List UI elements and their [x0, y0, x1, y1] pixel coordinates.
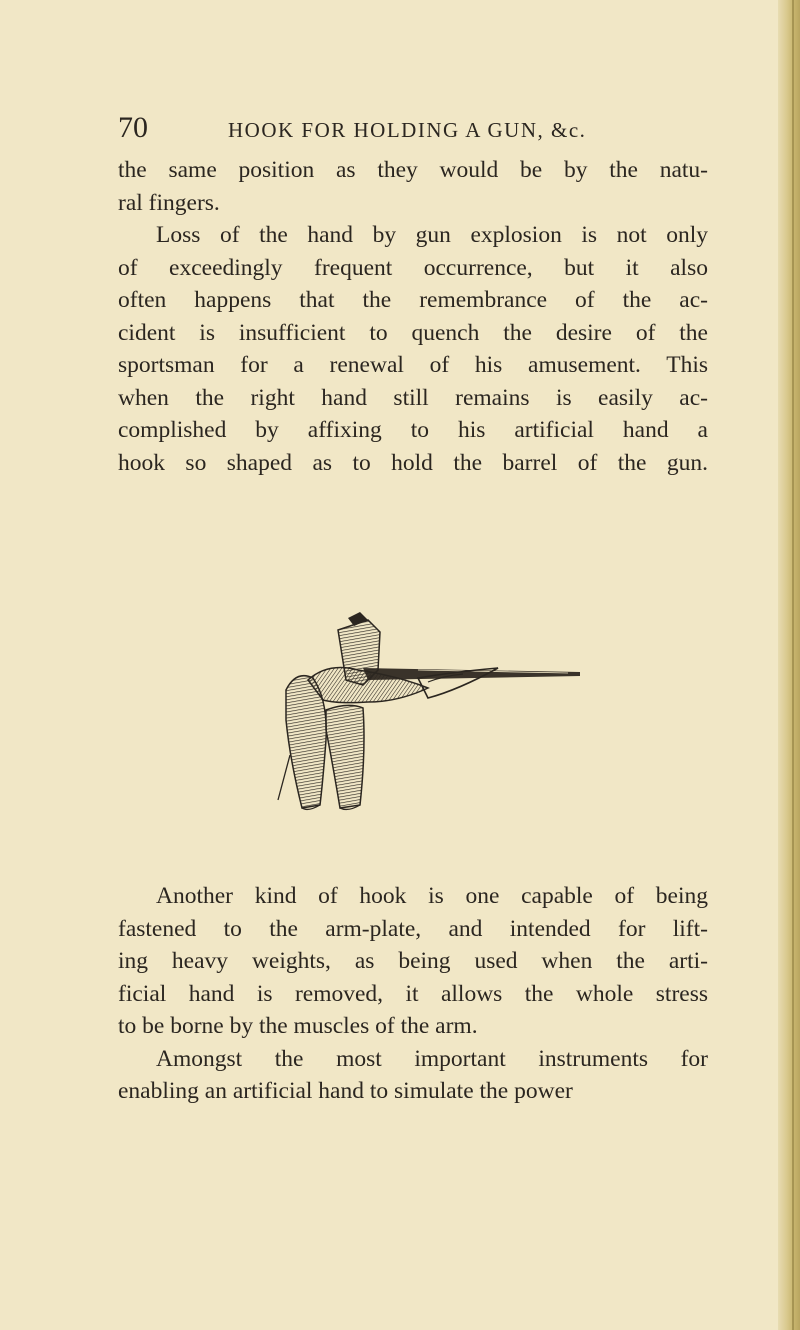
- text-line: sportsman for a renewal of his amusement. This: [118, 352, 708, 378]
- text-line: ing heavy weights, as being used when the arti-: [118, 948, 708, 974]
- page-header: [118, 110, 698, 150]
- text-line: Another kind of hook is one capable of being: [156, 883, 708, 909]
- page-edge: [778, 0, 800, 1330]
- text-line: enabling an artificial hand to simulate the power: [118, 1078, 573, 1104]
- text-line: cident is insufficient to quench the desire of the: [118, 319, 708, 346]
- text-line: Loss of the hand by gun explosion is not only: [156, 222, 708, 248]
- text-line: the same position as they would be by the natu-: [118, 157, 708, 183]
- running-title: HOOK FOR HOLDING A GUN, &c.: [228, 118, 587, 142]
- paragraph: [118, 880, 708, 1043]
- arm-with-gun-hook-engraving-icon: [268, 590, 588, 830]
- text-line: Amongst the most important instruments for: [156, 1045, 708, 1072]
- text-line: to be borne by the muscles of the arm.: [118, 1013, 478, 1039]
- text-line: of exceedingly frequent occurrence, but it also: [118, 254, 708, 281]
- text-block-bottom: [118, 880, 708, 1108]
- text-line: ficial hand is removed, it allows the whole stress: [118, 980, 708, 1007]
- text-line: often happens that the remembrance of the ac-: [118, 287, 708, 313]
- paragraph: [118, 219, 708, 479]
- text-line: fastened to the arm-plate, and intended for lift-: [118, 915, 708, 942]
- paragraph: [118, 154, 708, 219]
- text-line: ral fingers.: [118, 189, 220, 216]
- text-line: complished by affixing to his artificial hand a: [118, 417, 708, 443]
- text-block-top: [118, 154, 708, 479]
- text-line: hook so shaped as to hold the barrel of the gun.: [118, 449, 708, 476]
- paragraph: [118, 1043, 708, 1108]
- text-line: when the right hand still remains is easily ac-: [118, 384, 708, 411]
- hook-gun-illustration: [268, 590, 588, 830]
- page-number: 70: [118, 111, 148, 144]
- page-edge-line: [792, 0, 794, 1330]
